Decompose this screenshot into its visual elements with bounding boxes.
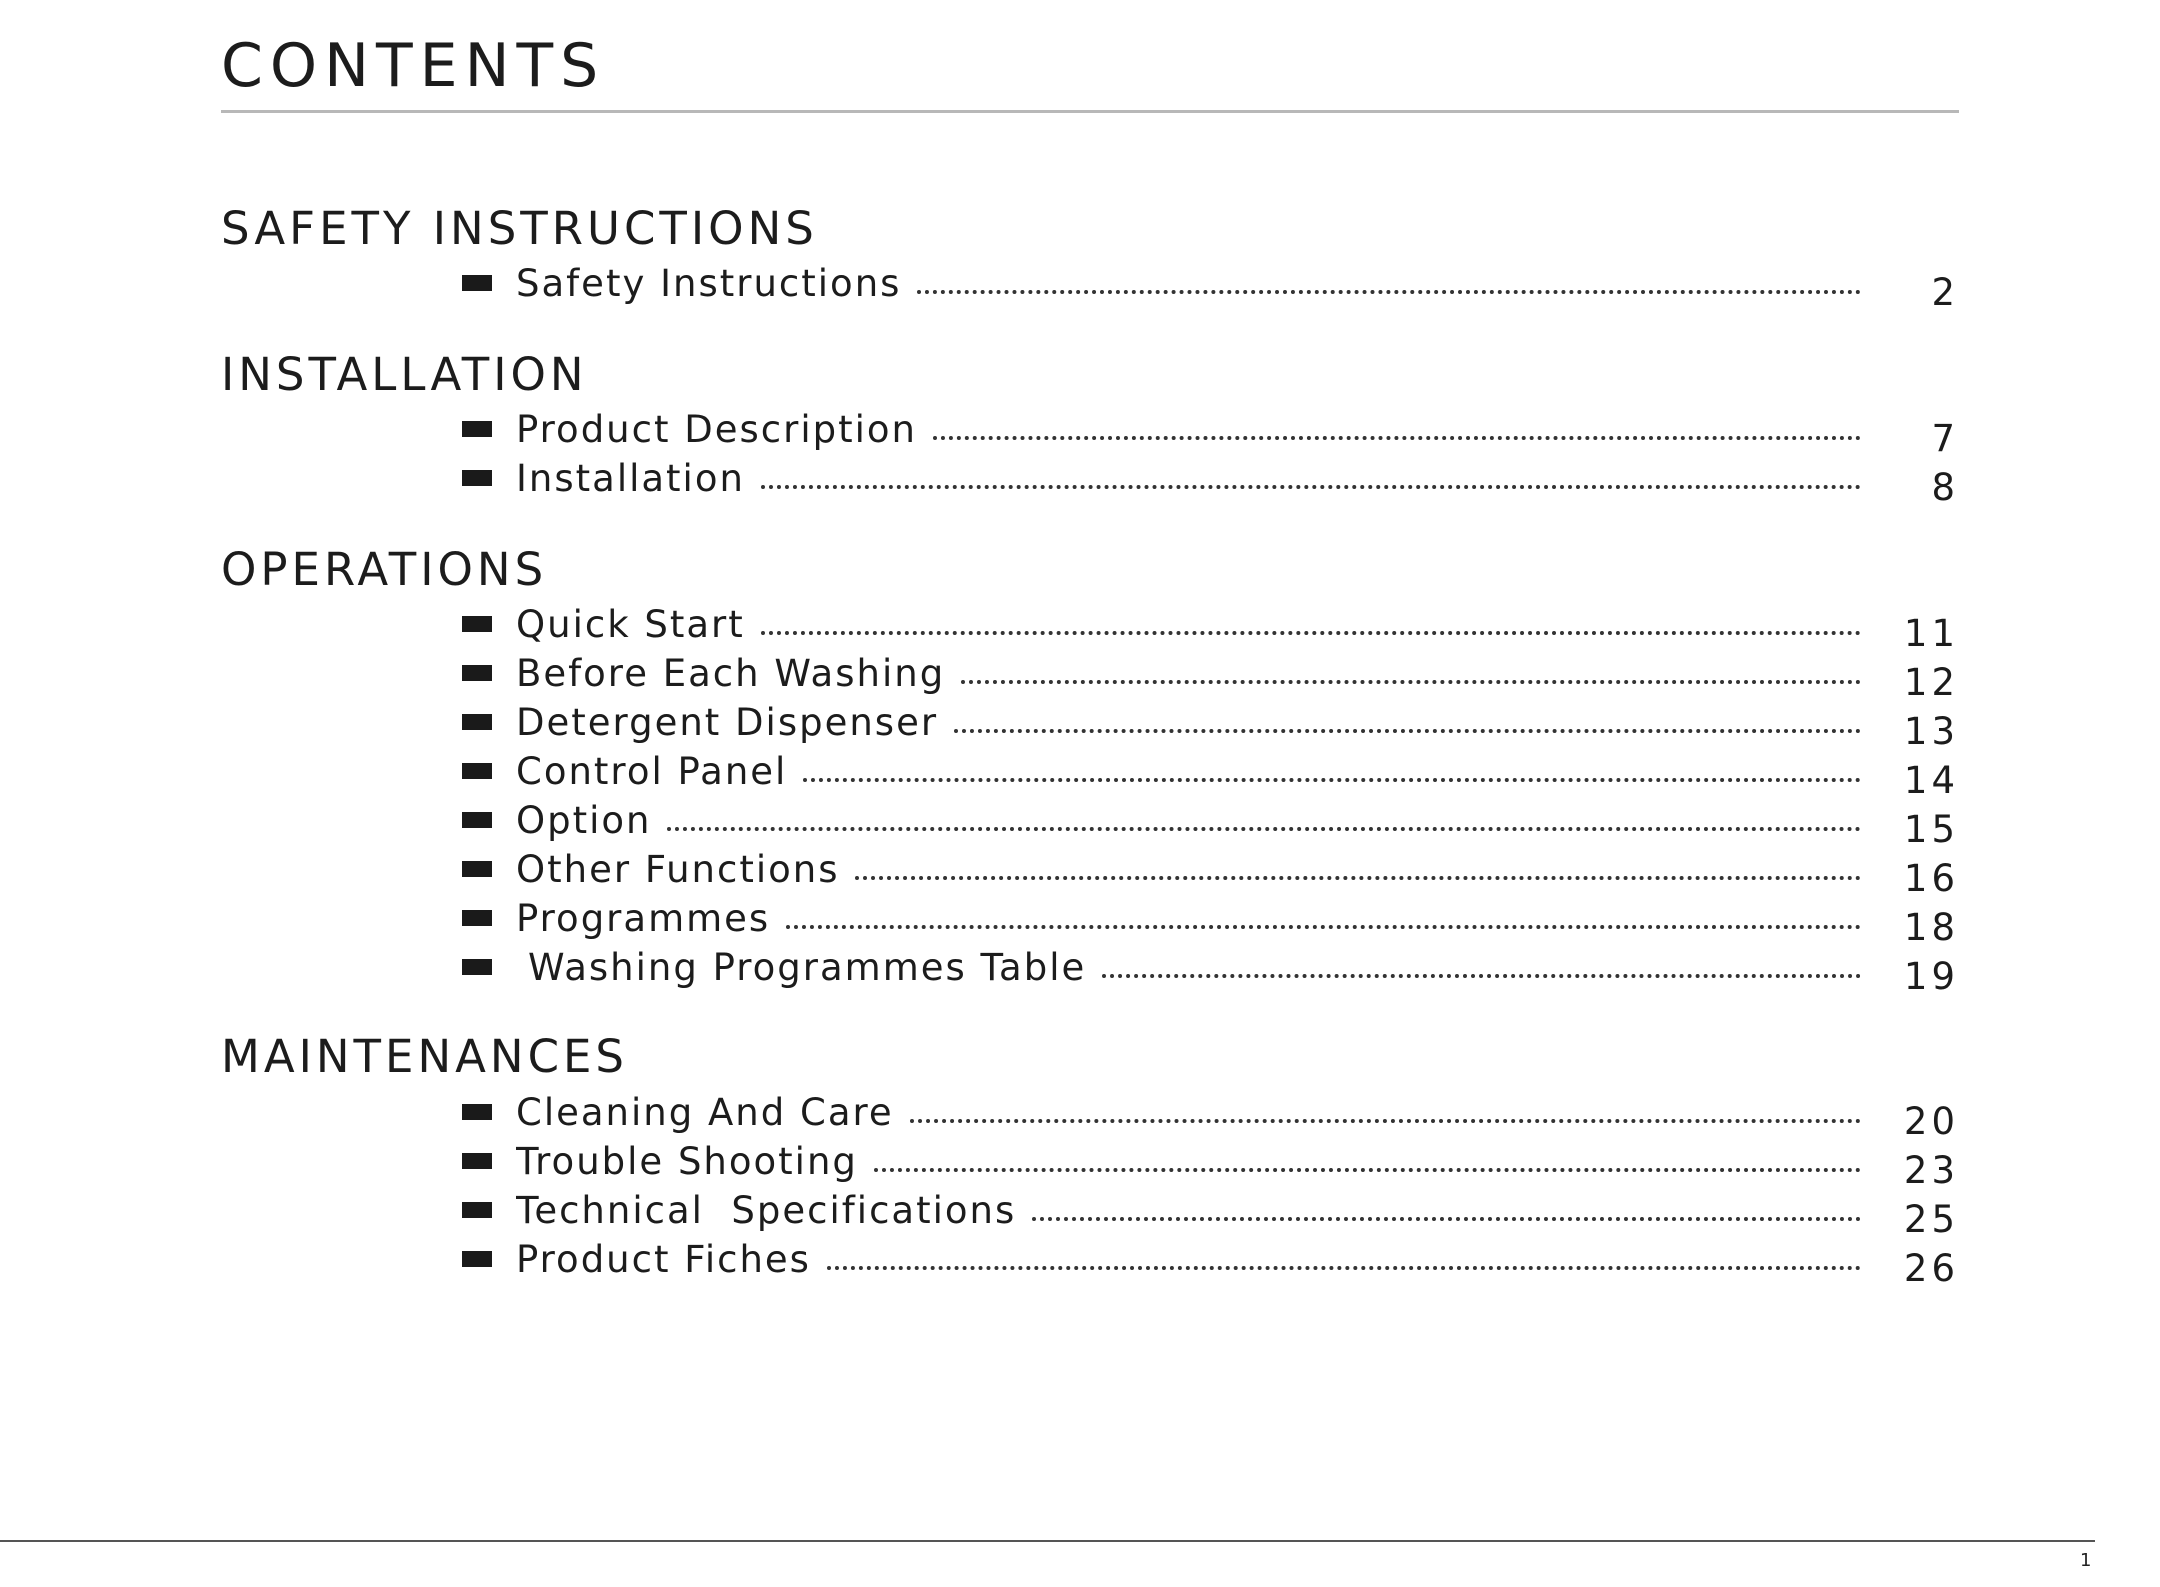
toc-entry-label: Control Panel [516, 750, 788, 793]
toc-entry[interactable] [462, 1091, 1959, 1143]
bullet-icon [462, 714, 492, 730]
toc-entry[interactable] [462, 848, 1959, 900]
dot-leader [827, 1264, 1861, 1270]
bullet-icon [462, 1251, 492, 1267]
toc-page-number: 18 [1903, 906, 1959, 949]
section-heading-operations: OPERATIONS [221, 543, 548, 596]
bullet-icon [462, 812, 492, 828]
dot-leader [910, 1117, 1861, 1123]
toc-entry[interactable] [462, 701, 1959, 753]
toc-entry-label: Product Description [516, 408, 917, 451]
section-heading-maintenances: MAINTENANCES [221, 1030, 628, 1083]
toc-page-number: 12 [1903, 661, 1959, 704]
toc-page-number: 8 [1931, 466, 1959, 509]
section-heading-installation: INSTALLATION [221, 348, 588, 401]
dot-leader [803, 776, 1861, 782]
toc-entry-label: Trouble Shooting [516, 1140, 858, 1183]
toc-entry[interactable] [462, 799, 1959, 851]
toc-entry[interactable] [462, 897, 1959, 949]
toc-entry-label: Option [516, 799, 652, 842]
bullet-icon [462, 1104, 492, 1120]
toc-entry-label: Washing Programmes Table [528, 946, 1087, 989]
bullet-icon [462, 861, 492, 877]
toc-entry[interactable] [462, 750, 1959, 802]
dot-leader [961, 678, 1861, 684]
toc-page-number: 13 [1903, 710, 1959, 753]
bullet-icon [462, 421, 492, 437]
toc-entry[interactable] [462, 408, 1959, 460]
toc-entry-label: Quick Start [516, 603, 745, 646]
toc-entry[interactable] [462, 457, 1959, 509]
dot-leader [761, 483, 1861, 489]
bullet-icon [462, 470, 492, 486]
dot-leader [1032, 1215, 1861, 1221]
toc-page-number: 20 [1903, 1100, 1959, 1143]
section-heading-safety: SAFETY INSTRUCTIONS [221, 202, 818, 255]
page-title: CONTENTS [221, 31, 606, 101]
toc-page-number: 15 [1903, 808, 1959, 851]
toc-entry[interactable] [462, 1238, 1959, 1290]
bullet-icon [462, 616, 492, 632]
toc-entry[interactable] [462, 603, 1959, 655]
toc-entry-label: Installation [516, 457, 745, 500]
toc-page-number: 19 [1903, 955, 1959, 998]
dot-leader [667, 825, 1861, 831]
toc-entry-label: Safety Instructions [516, 262, 902, 305]
title-divider [221, 110, 1959, 113]
dot-leader [855, 874, 1861, 880]
toc-page-number: 2 [1931, 271, 1959, 314]
toc-page-number: 14 [1903, 759, 1959, 802]
bullet-icon [462, 275, 492, 291]
toc-entry[interactable] [462, 652, 1959, 704]
dot-leader [954, 727, 1861, 733]
toc-page-number: 25 [1903, 1198, 1959, 1241]
dot-leader [761, 629, 1861, 635]
footer-divider [0, 1540, 2095, 1542]
toc-entry-label: Before Each Washing [516, 652, 946, 695]
toc-entry-label: Programmes [516, 897, 771, 940]
dot-leader [933, 434, 1861, 440]
toc-page-number: 26 [1903, 1247, 1959, 1290]
dot-leader [917, 288, 1861, 294]
toc-page-number: 16 [1903, 857, 1959, 900]
toc-entry[interactable] [462, 262, 1959, 314]
dot-leader [874, 1166, 1861, 1172]
toc-entry-label: Product Fiches [516, 1238, 811, 1281]
dot-leader [1102, 972, 1861, 978]
toc-page-number: 23 [1903, 1149, 1959, 1192]
toc-entry-label: Detergent Dispenser [516, 701, 939, 744]
toc-page-number: 7 [1931, 417, 1959, 460]
toc-entry[interactable] [462, 946, 1959, 998]
bullet-icon [462, 665, 492, 681]
toc-entry-label: Cleaning And Care [516, 1091, 894, 1134]
bullet-icon [462, 1153, 492, 1169]
bullet-icon [462, 910, 492, 926]
toc-entry-label: Technical Specifications [516, 1189, 1017, 1232]
toc-page-number: 11 [1903, 612, 1959, 655]
toc-entry[interactable] [462, 1140, 1959, 1192]
bullet-icon [462, 959, 492, 975]
bullet-icon [462, 763, 492, 779]
dot-leader [786, 923, 1861, 929]
footer-page-number: 1 [2080, 1550, 2092, 1571]
toc-entry[interactable] [462, 1189, 1959, 1241]
toc-entry-label: Other Functions [516, 848, 840, 891]
bullet-icon [462, 1202, 492, 1218]
